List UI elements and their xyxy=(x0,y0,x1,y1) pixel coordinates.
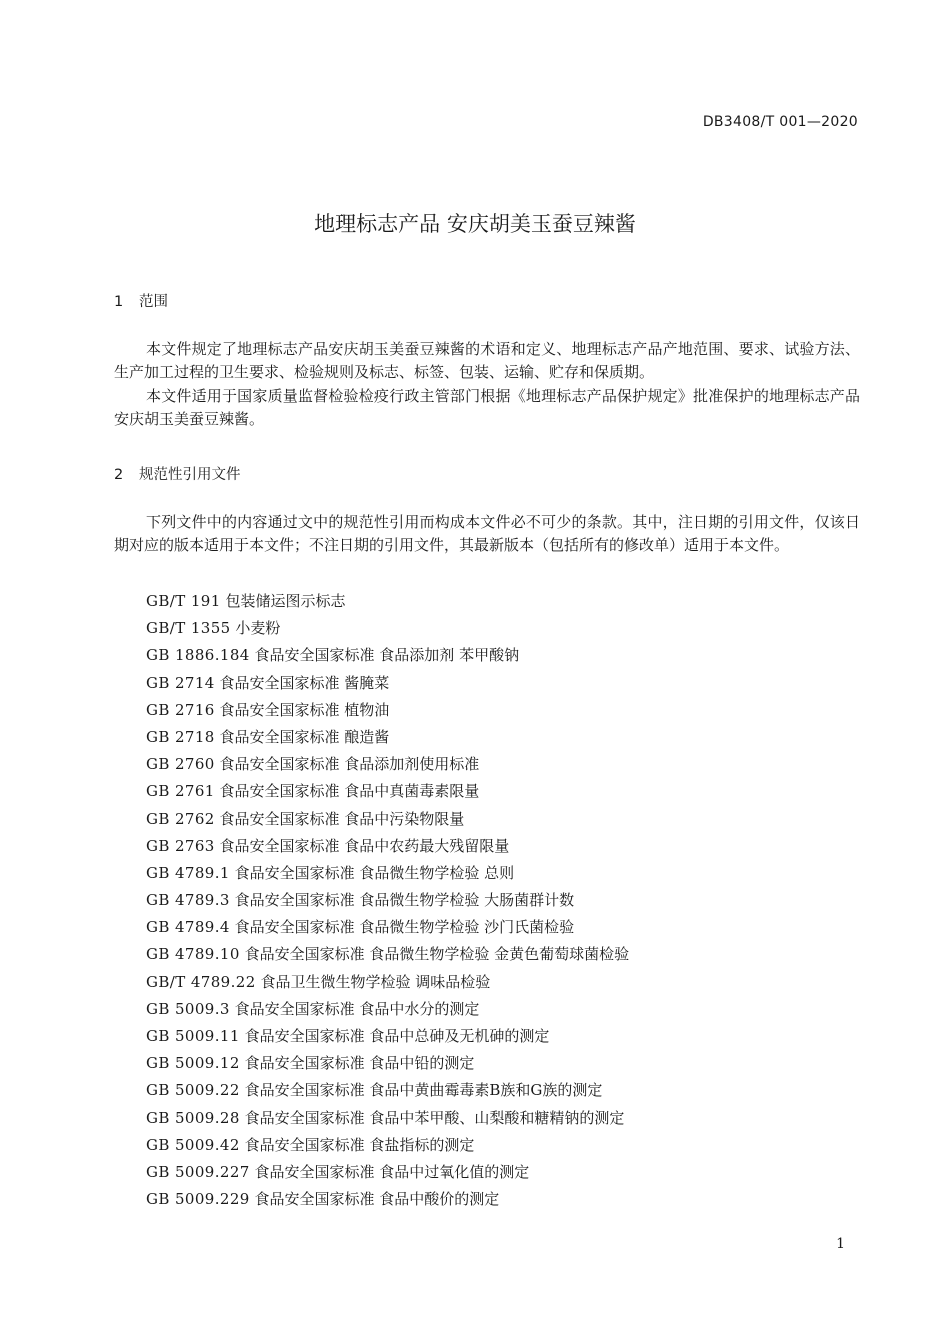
reference-item xyxy=(146,1186,629,1213)
reference-code: GB/T 4789.22 xyxy=(146,972,256,991)
reference-item xyxy=(146,806,629,833)
reference-name: 食品安全国家标准 酱腌菜 xyxy=(219,673,390,692)
document-code: DB3408/T 001—2020 xyxy=(702,114,858,130)
reference-item xyxy=(146,1132,629,1159)
reference-item xyxy=(146,914,629,941)
reference-code: GB 5009.22 xyxy=(146,1081,240,1100)
reference-item xyxy=(146,887,629,914)
section-number: 1 xyxy=(114,294,124,310)
reference-code: GB 4789.10 xyxy=(146,945,240,964)
reference-item xyxy=(146,751,629,778)
reference-code: GB 2762 xyxy=(146,809,215,828)
reference-name: 食品安全国家标准 食品中农药最大残留限量 xyxy=(219,836,510,855)
reference-code: GB 4789.1 xyxy=(146,863,230,882)
document-title: 地理标志产品 安庆胡美玉蚕豆辣酱 xyxy=(314,212,636,236)
reference-name: 食品安全国家标准 食品中苯甲酸、山梨酸和糖精钠的测定 xyxy=(244,1108,625,1127)
reference-name: 食品安全国家标准 食品中酸价的测定 xyxy=(254,1190,500,1209)
reference-code: GB/T 191 xyxy=(146,592,221,610)
reference-name: 食品卫生微生物学检验 调味品检验 xyxy=(260,972,491,991)
section-number: 2 xyxy=(114,467,124,483)
reference-item xyxy=(146,996,629,1023)
reference-name: 食品安全国家标准 食品中水分的测定 xyxy=(234,999,480,1018)
reference-item xyxy=(146,1159,629,1186)
reference-name: 食品安全国家标准 植物油 xyxy=(219,700,390,719)
reference-item xyxy=(146,1023,629,1050)
reference-code: GB 5009.229 xyxy=(146,1190,250,1209)
reference-code: GB 2760 xyxy=(146,755,215,774)
reference-item xyxy=(146,724,629,751)
reference-name: 食品安全国家标准 食品中铅的测定 xyxy=(244,1054,475,1073)
reference-name: 食品安全国家标准 食品中污染物限量 xyxy=(219,809,465,828)
section-heading-text: 规范性引用文件 xyxy=(139,467,241,483)
reference-name: 食品安全国家标准 食品中总砷及无机砷的测定 xyxy=(244,1027,550,1045)
reference-code: GB 2714 xyxy=(146,673,215,692)
reference-name: 食品安全国家标准 食品微生物学检验 金黄色葡萄球菌检验 xyxy=(244,945,630,964)
reference-item xyxy=(146,969,629,996)
paragraph-references-intro: 下列文件中的内容通过文中的规范性引用而构成本文件必不可少的条款。其中，注日期的引用文件，仅该日期对应的版本适用于本文件；不注日期的引用文件，其最新版本（包括所有的修改单）适用于本文件。 xyxy=(114,513,860,554)
reference-item xyxy=(146,860,629,887)
reference-code: GB 5009.42 xyxy=(146,1135,240,1154)
reference-item xyxy=(146,941,629,968)
reference-item xyxy=(146,697,629,724)
section-heading-text: 范围 xyxy=(139,294,168,310)
reference-code: GB 5009.227 xyxy=(146,1162,250,1181)
paragraph-scope-1: 本文件规定了地理标志产品安庆胡玉美蚕豆辣酱的术语和定义、地理标志产品产地范围、要求、试验方法、生产加工过程的卫生要求、检验规则及标志、标签、包装、运输、贮存和保质期。 xyxy=(114,340,860,381)
reference-name: 食品安全国家标准 酿造酱 xyxy=(219,727,390,746)
reference-item xyxy=(146,1077,629,1104)
reference-name: 食品安全国家标准 食品添加剂 苯甲酸钠 xyxy=(254,646,520,665)
reference-code: GB 5009.11 xyxy=(146,1027,240,1045)
reference-name: 食品安全国家标准 食品添加剂使用标准 xyxy=(219,755,480,774)
section-heading-scope xyxy=(114,290,168,311)
reference-item xyxy=(146,588,629,615)
reference-code: GB 2763 xyxy=(146,836,215,855)
reference-item xyxy=(146,670,629,697)
reference-code: GB 2761 xyxy=(146,782,215,801)
reference-code: GB/T 1355 xyxy=(146,619,231,638)
reference-item xyxy=(146,1050,629,1077)
reference-code: GB 4789.4 xyxy=(146,918,230,937)
reference-name: 食品安全国家标准 食品中真菌毒素限量 xyxy=(219,782,480,801)
reference-name: 包装储运图示标志 xyxy=(225,592,346,610)
reference-name: 食品安全国家标准 食品微生物学检验 沙门氏菌检验 xyxy=(234,918,575,937)
reference-code: GB 4789.3 xyxy=(146,891,230,910)
section-heading-normative-references xyxy=(114,463,241,484)
page-number: 1 xyxy=(836,1236,845,1252)
reference-item xyxy=(146,642,629,669)
reference-code: GB 5009.28 xyxy=(146,1108,240,1127)
reference-name: 食品安全国家标准 食品中黄曲霉毒素B族和G族的测定 xyxy=(244,1081,603,1100)
reference-name: 小麦粉 xyxy=(235,619,281,638)
reference-code: GB 5009.3 xyxy=(146,999,230,1018)
reference-code: GB 2718 xyxy=(146,727,215,746)
reference-list xyxy=(146,588,629,1213)
reference-item xyxy=(146,778,629,805)
reference-name: 食品安全国家标准 食盐指标的测定 xyxy=(244,1135,475,1154)
reference-item xyxy=(146,833,629,860)
reference-code: GB 5009.12 xyxy=(146,1054,240,1073)
paragraph-scope-2: 本文件适用于国家质量监督检验检疫行政主管部门根据《地理标志产品保护规定》批准保护的地理标志产品安庆胡玉美蚕豆辣酱。 xyxy=(114,387,860,428)
reference-name: 食品安全国家标准 食品微生物学检验 大肠菌群计数 xyxy=(234,891,575,910)
reference-code: GB 2716 xyxy=(146,700,215,719)
reference-item xyxy=(146,1105,629,1132)
reference-name: 食品安全国家标准 食品微生物学检验 总则 xyxy=(234,863,515,882)
reference-item xyxy=(146,615,629,642)
reference-name: 食品安全国家标准 食品中过氧化值的测定 xyxy=(254,1162,530,1181)
reference-code: GB 1886.184 xyxy=(146,646,250,665)
